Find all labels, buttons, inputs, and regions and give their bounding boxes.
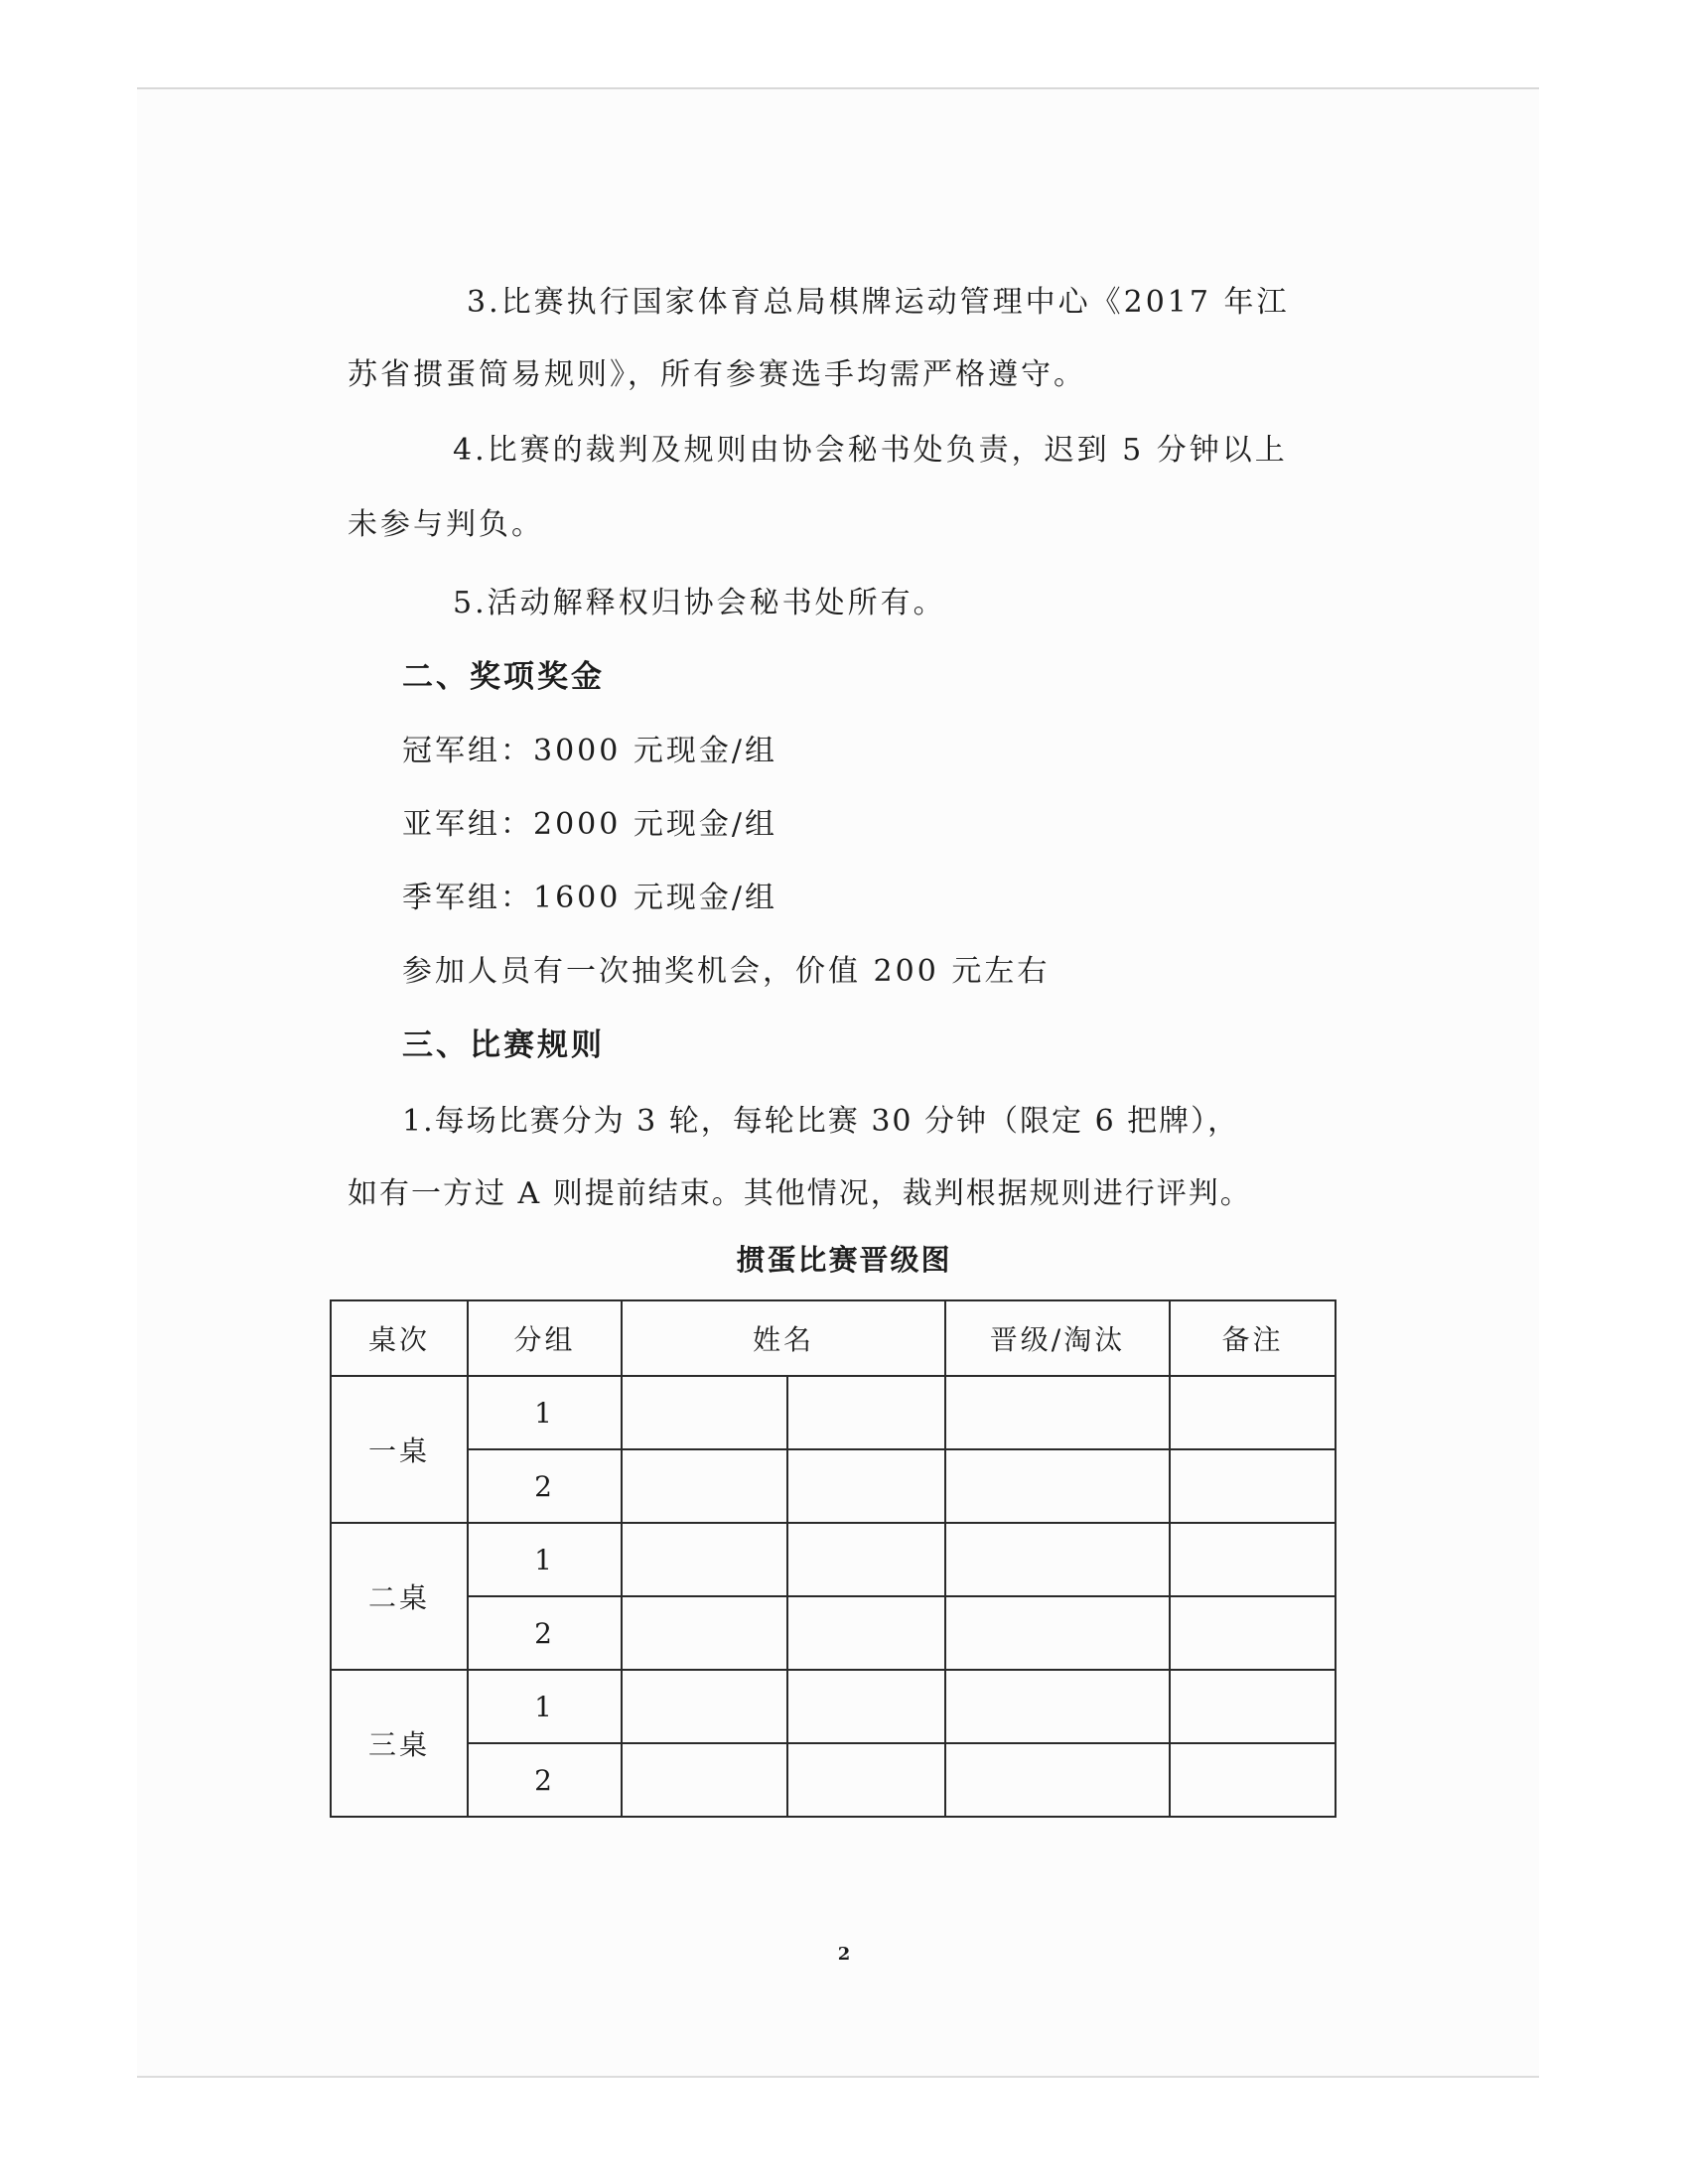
prize-third: 季军组：1600 元现金/组 [402,881,777,915]
table-label-3: 三桌 [331,1670,468,1817]
sheet-bottom-edge [137,2076,1539,2078]
group-cell: 2 [468,1743,622,1817]
header-note: 备注 [1170,1300,1336,1376]
name-cell-a[interactable] [622,1449,787,1523]
bracket-table [330,1299,1336,1818]
table-row [331,1523,1336,1596]
table-row [331,1596,1336,1670]
name-cell-a[interactable] [622,1743,787,1817]
header-group: 分组 [468,1300,622,1376]
rule-4-line-2: 未参与判负。 [348,507,544,542]
match-rule-line-2: 如有一方过 A 则提前结束。其他情况，裁判根据规则进行评判。 [348,1176,1252,1211]
table-row [331,1670,1336,1743]
group-cell: 1 [468,1376,622,1449]
result-cell[interactable] [945,1670,1170,1743]
table-row [331,1743,1336,1817]
group-cell: 2 [468,1449,622,1523]
table-row [331,1449,1336,1523]
header-name: 姓名 [622,1300,945,1376]
note-cell[interactable] [1170,1376,1336,1449]
table-row [331,1376,1336,1449]
result-cell[interactable] [945,1743,1170,1817]
sheet-top-edge [137,87,1539,89]
result-cell[interactable] [945,1449,1170,1523]
match-rule-line-1: 1.每场比赛分为 3 轮，每轮比赛 30 分钟（限定 6 把牌）， [402,1104,1240,1139]
prize-second: 亚军组：2000 元现金/组 [402,807,777,842]
note-cell[interactable] [1170,1523,1336,1596]
group-cell: 1 [468,1670,622,1743]
group-cell: 1 [468,1523,622,1596]
bracket-header-row [331,1300,1336,1376]
name-cell-b[interactable] [787,1743,945,1817]
rule-3-line-2: 苏省掼蛋简易规则》，所有参赛选手均需严格遵守。 [348,357,1086,392]
rule-5: 5.活动解释权归协会秘书处所有。 [453,586,946,620]
result-cell[interactable] [945,1596,1170,1670]
bracket-title: 掼蛋比赛晋级图 [736,1243,952,1277]
name-cell-a[interactable] [622,1376,787,1449]
note-cell[interactable] [1170,1743,1336,1817]
result-cell[interactable] [945,1523,1170,1596]
result-cell[interactable] [945,1376,1170,1449]
section-heading-rules: 三、比赛规则 [402,1027,605,1063]
section-heading-prizes: 二、奖项奖金 [402,659,605,695]
name-cell-b[interactable] [787,1449,945,1523]
name-cell-a[interactable] [622,1670,787,1743]
name-cell-a[interactable] [622,1596,787,1670]
rule-4-line-1: 4.比赛的裁判及规则由协会秘书处负责，迟到 5 分钟以上 [453,433,1288,468]
table-label-1: 一桌 [331,1376,468,1523]
header-table: 桌次 [331,1300,468,1376]
prize-first: 冠军组：3000 元现金/组 [402,734,777,768]
note-cell[interactable] [1170,1449,1336,1523]
name-cell-a[interactable] [622,1523,787,1596]
table-label-2: 二桌 [331,1523,468,1670]
name-cell-b[interactable] [787,1670,945,1743]
note-cell[interactable] [1170,1596,1336,1670]
note-cell[interactable] [1170,1670,1336,1743]
group-cell: 2 [468,1596,622,1670]
page-number: 2 [837,1944,851,1965]
name-cell-b[interactable] [787,1523,945,1596]
name-cell-b[interactable] [787,1596,945,1670]
rule-3-line-1: 3.比赛执行国家体育总局棋牌运动管理中心《2017 年江 [467,285,1290,320]
prize-lottery: 参加人员有一次抽奖机会，价值 200 元左右 [402,954,1051,989]
header-result: 晋级/淘汰 [945,1300,1170,1376]
name-cell-b[interactable] [787,1376,945,1449]
